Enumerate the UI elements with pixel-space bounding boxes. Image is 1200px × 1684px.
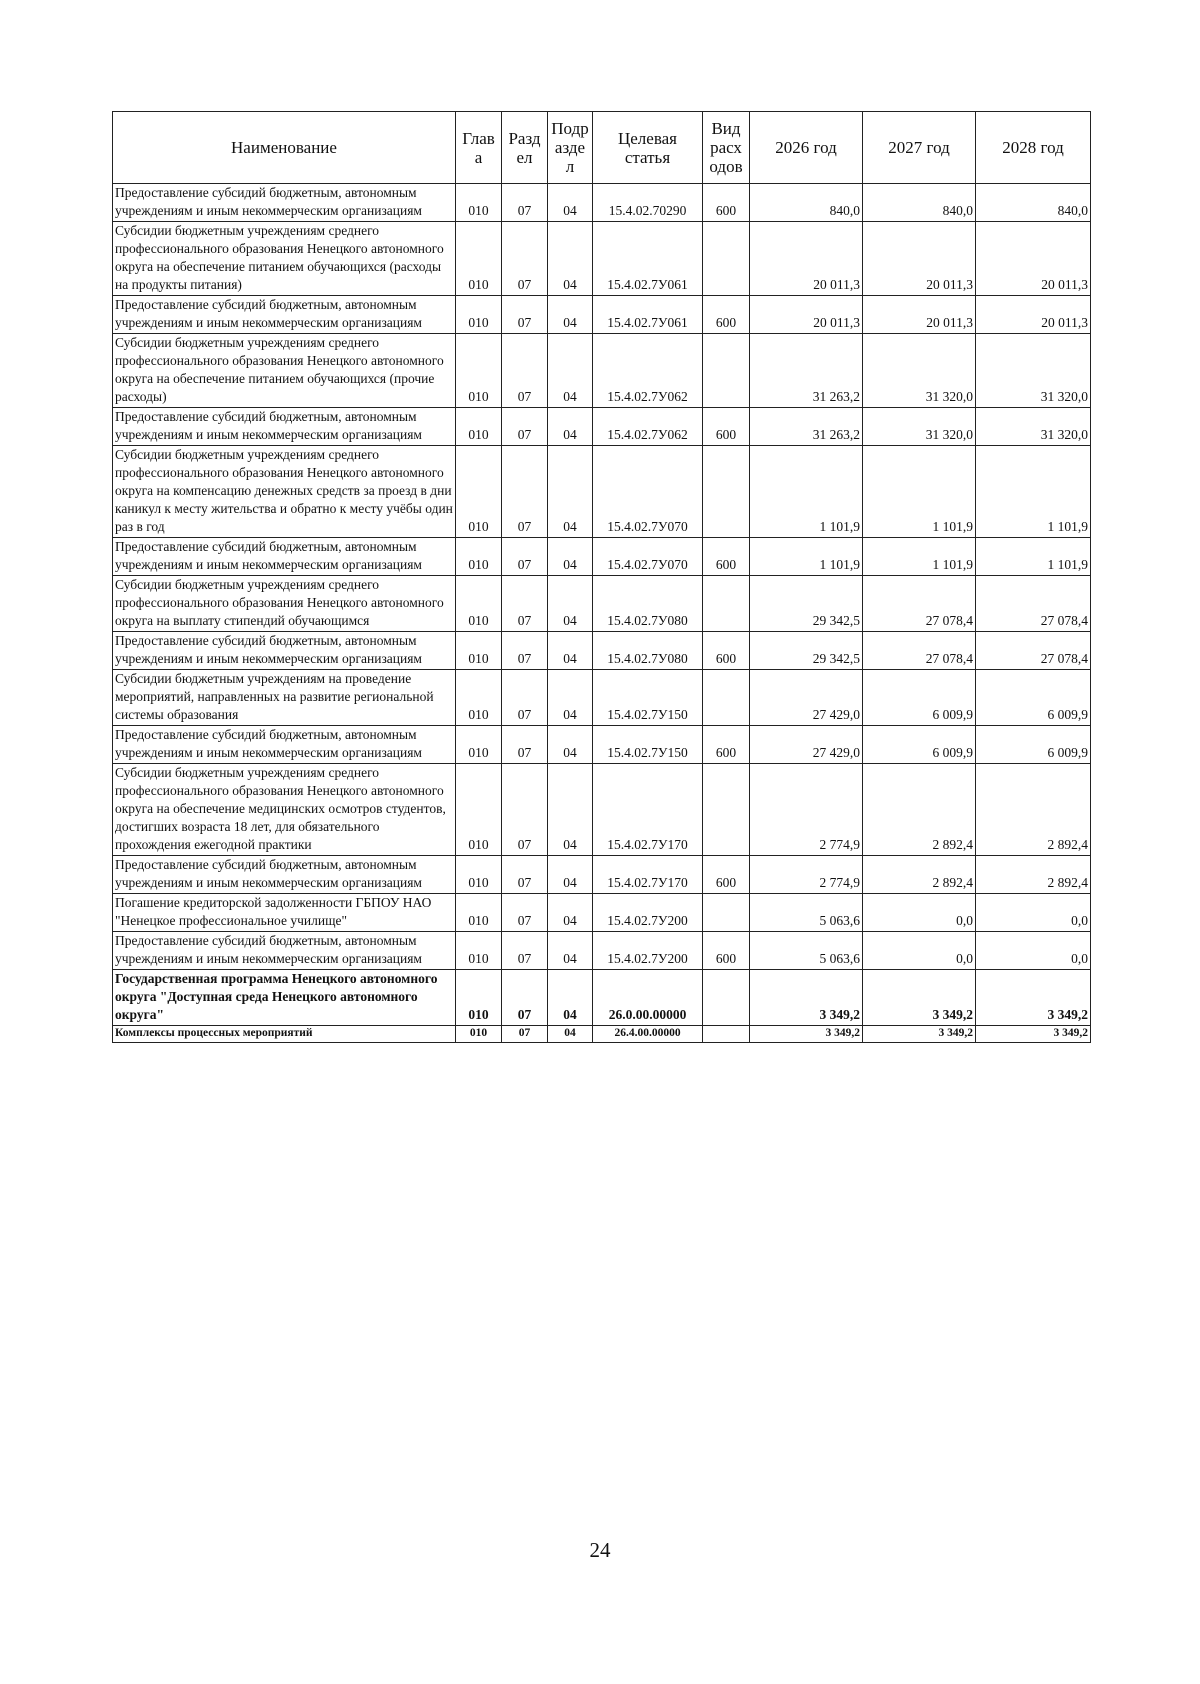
cell-2027: 2 892,4 [863, 856, 976, 894]
cell-glava: 010 [456, 764, 502, 856]
cell-podrazdel: 04 [548, 726, 593, 764]
cell-2027: 0,0 [863, 894, 976, 932]
cell-podrazdel: 04 [548, 446, 593, 538]
cell-target: 15.4.02.7У070 [593, 538, 703, 576]
header-vid: Вид расх одов [703, 112, 750, 184]
table-row [113, 296, 1091, 334]
cell-2027: 31 320,0 [863, 408, 976, 446]
cell-podrazdel: 04 [548, 1026, 593, 1043]
cell-2027: 840,0 [863, 184, 976, 222]
cell-2028: 20 011,3 [976, 222, 1091, 296]
cell-target: 15.4.02.7У150 [593, 726, 703, 764]
cell-target: 15.4.02.7У150 [593, 670, 703, 726]
cell-2026: 31 263,2 [750, 334, 863, 408]
table-row [113, 184, 1091, 222]
cell-podrazdel: 04 [548, 538, 593, 576]
cell-glava: 010 [456, 932, 502, 970]
cell-2028: 2 892,4 [976, 856, 1091, 894]
cell-target: 15.4.02.7У200 [593, 894, 703, 932]
cell-2028: 31 320,0 [976, 334, 1091, 408]
cell-2026: 3 349,2 [750, 1026, 863, 1043]
cell-name: Комплексы процессных мероприятий [113, 1026, 456, 1043]
cell-podrazdel: 04 [548, 670, 593, 726]
cell-target: 15.4.02.7У062 [593, 334, 703, 408]
cell-vid [703, 576, 750, 632]
cell-vid [703, 894, 750, 932]
cell-name: Субсидии бюджетным учреждениям среднего профессионального образования Ненецкого автономного округа на обеспечение медицинских осмотров студентов, достигших возраста 18 лет, для обязательного прохождения ежегодной практики [113, 764, 456, 856]
cell-razdel: 07 [502, 184, 548, 222]
cell-glava: 010 [456, 970, 502, 1026]
cell-vid: 600 [703, 184, 750, 222]
cell-name: Предоставление субсидий бюджетным, автономным учреждениям и иным некоммерческим организациям [113, 856, 456, 894]
cell-2026: 2 774,9 [750, 856, 863, 894]
header-razdel: Разд ел [502, 112, 548, 184]
cell-vid [703, 970, 750, 1026]
cell-2026: 29 342,5 [750, 576, 863, 632]
header-glava: Глав а [456, 112, 502, 184]
cell-podrazdel: 04 [548, 408, 593, 446]
cell-target: 15.4.02.7У170 [593, 764, 703, 856]
cell-2028: 20 011,3 [976, 296, 1091, 334]
cell-2027: 27 078,4 [863, 576, 976, 632]
cell-2028: 6 009,9 [976, 670, 1091, 726]
cell-target: 15.4.02.7У061 [593, 296, 703, 334]
cell-2027: 6 009,9 [863, 670, 976, 726]
cell-2026: 20 011,3 [750, 296, 863, 334]
table-row [113, 632, 1091, 670]
cell-2026: 31 263,2 [750, 408, 863, 446]
cell-2027: 20 011,3 [863, 222, 976, 296]
cell-razdel: 07 [502, 446, 548, 538]
cell-target: 15.4.02.70290 [593, 184, 703, 222]
cell-target: 15.4.02.7У080 [593, 576, 703, 632]
cell-2028: 1 101,9 [976, 446, 1091, 538]
table-row [113, 538, 1091, 576]
cell-2026: 27 429,0 [750, 726, 863, 764]
cell-name: Погашение кредиторской задолженности ГБПОУ НАО "Ненецкое профессиональное училище" [113, 894, 456, 932]
cell-razdel: 07 [502, 1026, 548, 1043]
cell-vid [703, 1026, 750, 1043]
cell-target: 26.4.00.00000 [593, 1026, 703, 1043]
cell-name: Субсидии бюджетным учреждениям на проведение мероприятий, направленных на развитие региональной системы образования [113, 670, 456, 726]
cell-2027: 1 101,9 [863, 446, 976, 538]
cell-2026: 5 063,6 [750, 894, 863, 932]
cell-vid: 600 [703, 856, 750, 894]
cell-vid [703, 670, 750, 726]
cell-2027: 20 011,3 [863, 296, 976, 334]
table-row [113, 726, 1091, 764]
cell-glava: 010 [456, 222, 502, 296]
budget-table [112, 111, 1091, 1043]
cell-2026: 840,0 [750, 184, 863, 222]
cell-glava: 010 [456, 408, 502, 446]
cell-2028: 3 349,2 [976, 970, 1091, 1026]
cell-name: Субсидии бюджетным учреждениям среднего профессионального образования Ненецкого автономного округа на компенсацию денежных средств за проезд в дни каникул к месту жительства и обратно к месту учёбы один раз в год [113, 446, 456, 538]
cell-razdel: 07 [502, 408, 548, 446]
cell-razdel: 07 [502, 296, 548, 334]
cell-podrazdel: 04 [548, 334, 593, 408]
cell-vid [703, 222, 750, 296]
cell-2026: 29 342,5 [750, 632, 863, 670]
cell-name: Государственная программа Ненецкого автономного округа "Доступная среда Ненецкого автономного округа" [113, 970, 456, 1026]
cell-2026: 1 101,9 [750, 446, 863, 538]
cell-podrazdel: 04 [548, 576, 593, 632]
cell-name: Предоставление субсидий бюджетным, автономным учреждениям и иным некоммерческим организациям [113, 932, 456, 970]
cell-name: Субсидии бюджетным учреждениям среднего профессионального образования Ненецкого автономного округа на выплату стипендий обучающимся [113, 576, 456, 632]
cell-podrazdel: 04 [548, 222, 593, 296]
cell-2028: 6 009,9 [976, 726, 1091, 764]
cell-name: Предоставление субсидий бюджетным, автономным учреждениям и иным некоммерческим организациям [113, 408, 456, 446]
cell-2026: 3 349,2 [750, 970, 863, 1026]
cell-razdel: 07 [502, 670, 548, 726]
cell-2027: 1 101,9 [863, 538, 976, 576]
table-row [113, 576, 1091, 632]
cell-vid [703, 446, 750, 538]
cell-glava: 010 [456, 538, 502, 576]
cell-razdel: 07 [502, 894, 548, 932]
table-row [113, 894, 1091, 932]
cell-razdel: 07 [502, 856, 548, 894]
table-row [113, 970, 1091, 1026]
table-row [113, 932, 1091, 970]
cell-vid: 600 [703, 408, 750, 446]
cell-vid: 600 [703, 632, 750, 670]
cell-2028: 1 101,9 [976, 538, 1091, 576]
cell-vid: 600 [703, 932, 750, 970]
cell-target: 15.4.02.7У070 [593, 446, 703, 538]
cell-razdel: 07 [502, 726, 548, 764]
cell-name: Субсидии бюджетным учреждениям среднего профессионального образования Ненецкого автономного округа на обеспечение питанием обучающихся (расходы на продукты питания) [113, 222, 456, 296]
cell-2027: 6 009,9 [863, 726, 976, 764]
cell-2028: 2 892,4 [976, 764, 1091, 856]
cell-2027: 2 892,4 [863, 764, 976, 856]
header-name: Наименование [113, 112, 456, 184]
header-row [113, 112, 1091, 184]
cell-glava: 010 [456, 1026, 502, 1043]
cell-podrazdel: 04 [548, 632, 593, 670]
cell-2028: 31 320,0 [976, 408, 1091, 446]
cell-name: Предоставление субсидий бюджетным, автономным учреждениям и иным некоммерческим организациям [113, 632, 456, 670]
cell-podrazdel: 04 [548, 184, 593, 222]
cell-target: 26.0.00.00000 [593, 970, 703, 1026]
cell-razdel: 07 [502, 764, 548, 856]
cell-glava: 010 [456, 894, 502, 932]
cell-razdel: 07 [502, 334, 548, 408]
page-number: 24 [589, 1538, 611, 1562]
table-row [113, 222, 1091, 296]
cell-vid: 600 [703, 296, 750, 334]
cell-vid [703, 764, 750, 856]
cell-glava: 010 [456, 184, 502, 222]
cell-2028: 3 349,2 [976, 1026, 1091, 1043]
cell-name: Субсидии бюджетным учреждениям среднего профессионального образования Ненецкого автономного округа на обеспечение питанием обучающихся (прочие расходы) [113, 334, 456, 408]
table-row [113, 446, 1091, 538]
cell-target: 15.4.02.7У061 [593, 222, 703, 296]
cell-podrazdel: 04 [548, 856, 593, 894]
cell-2026: 5 063,6 [750, 932, 863, 970]
cell-2028: 27 078,4 [976, 576, 1091, 632]
cell-2026: 1 101,9 [750, 538, 863, 576]
header-podrazdel: Подр азде л [548, 112, 593, 184]
cell-2027: 31 320,0 [863, 334, 976, 408]
cell-name: Предоставление субсидий бюджетным, автономным учреждениям и иным некоммерческим организациям [113, 296, 456, 334]
cell-glava: 010 [456, 726, 502, 764]
cell-glava: 010 [456, 446, 502, 538]
header-2028: 2028 год [976, 112, 1091, 184]
cell-2027: 3 349,2 [863, 1026, 976, 1043]
cell-razdel: 07 [502, 538, 548, 576]
cell-target: 15.4.02.7У200 [593, 932, 703, 970]
cell-podrazdel: 04 [548, 970, 593, 1026]
cell-name: Предоставление субсидий бюджетным, автономным учреждениям и иным некоммерческим организациям [113, 184, 456, 222]
cell-glava: 010 [456, 856, 502, 894]
cell-target: 15.4.02.7У170 [593, 856, 703, 894]
cell-podrazdel: 04 [548, 932, 593, 970]
cell-razdel: 07 [502, 222, 548, 296]
cell-name: Предоставление субсидий бюджетным, автономным учреждениям и иным некоммерческим организациям [113, 726, 456, 764]
cell-glava: 010 [456, 576, 502, 632]
cell-razdel: 07 [502, 576, 548, 632]
cell-2027: 3 349,2 [863, 970, 976, 1026]
header-2026: 2026 год [750, 112, 863, 184]
cell-vid: 600 [703, 726, 750, 764]
cell-2028: 0,0 [976, 894, 1091, 932]
table-body [113, 184, 1091, 1043]
cell-glava: 010 [456, 296, 502, 334]
cell-glava: 010 [456, 670, 502, 726]
table-row [113, 334, 1091, 408]
cell-2026: 2 774,9 [750, 764, 863, 856]
table-row [113, 764, 1091, 856]
header-2027: 2027 год [863, 112, 976, 184]
cell-target: 15.4.02.7У080 [593, 632, 703, 670]
table-row [113, 670, 1091, 726]
cell-2028: 840,0 [976, 184, 1091, 222]
table-row [113, 1026, 1091, 1043]
cell-podrazdel: 04 [548, 764, 593, 856]
table-row [113, 856, 1091, 894]
cell-2026: 27 429,0 [750, 670, 863, 726]
cell-target: 15.4.02.7У062 [593, 408, 703, 446]
cell-vid [703, 334, 750, 408]
cell-podrazdel: 04 [548, 296, 593, 334]
cell-razdel: 07 [502, 632, 548, 670]
cell-razdel: 07 [502, 970, 548, 1026]
cell-vid: 600 [703, 538, 750, 576]
cell-2028: 27 078,4 [976, 632, 1091, 670]
cell-2027: 0,0 [863, 932, 976, 970]
cell-glava: 010 [456, 632, 502, 670]
cell-glava: 010 [456, 334, 502, 408]
header-target: Целевая статья [593, 112, 703, 184]
cell-razdel: 07 [502, 932, 548, 970]
cell-2027: 27 078,4 [863, 632, 976, 670]
cell-2028: 0,0 [976, 932, 1091, 970]
cell-name: Предоставление субсидий бюджетным, автономным учреждениям и иным некоммерческим организациям [113, 538, 456, 576]
cell-2026: 20 011,3 [750, 222, 863, 296]
cell-podrazdel: 04 [548, 894, 593, 932]
table-row [113, 408, 1091, 446]
